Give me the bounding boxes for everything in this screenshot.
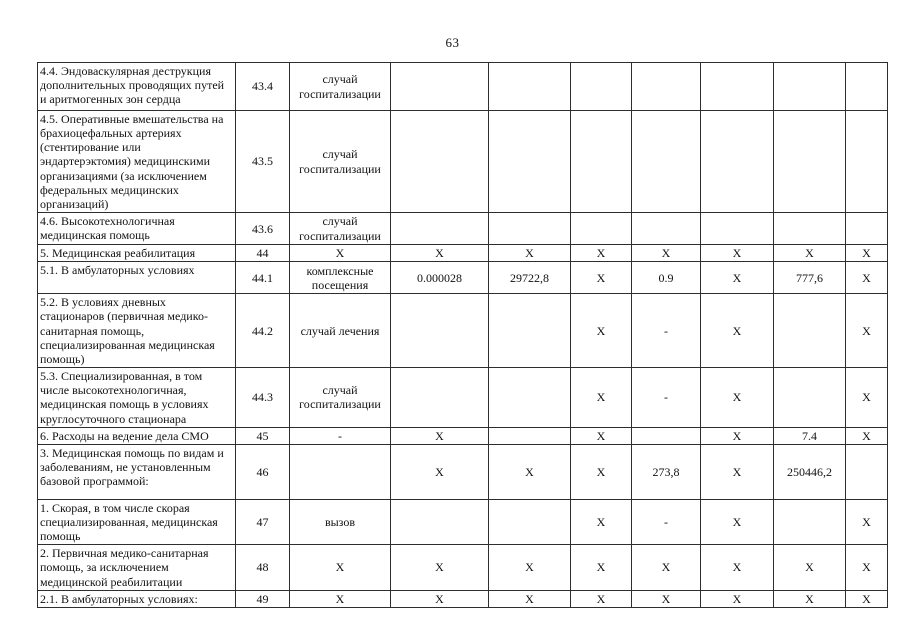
row-value-cell <box>489 499 571 544</box>
table-row <box>38 444 888 499</box>
row-value-cell: X <box>701 368 774 428</box>
row-unit-cell <box>290 444 391 499</box>
row-value-cell <box>489 294 571 368</box>
row-value-cell: X <box>846 590 888 607</box>
row-value-cell: - <box>632 368 701 428</box>
row-line-cell: 46 <box>236 444 290 499</box>
row-value-cell: X <box>701 245 774 262</box>
row-unit-cell: случай госпитализации <box>290 111 391 213</box>
table-row <box>38 294 888 368</box>
row-value-cell: X <box>846 499 888 544</box>
row-name-cell: 2. Первичная медико-санитарная помощь, за исключением медицинской реабилитации <box>38 545 236 590</box>
row-value-cell <box>701 111 774 213</box>
row-value-cell <box>489 368 571 428</box>
row-name-cell: 5.3. Специализированная, в том числе высокотехнологичная, медицинская помощь в условиях круглосуточного стационара <box>38 368 236 428</box>
table-row <box>38 63 888 111</box>
row-value-cell <box>774 294 846 368</box>
row-value-cell <box>571 111 632 213</box>
row-value-cell: X <box>391 590 489 607</box>
row-value-cell: X <box>632 545 701 590</box>
row-unit-cell: вызов <box>290 499 391 544</box>
row-name-cell: 2.1. В амбулаторных условиях: <box>38 590 236 607</box>
row-value-cell: X <box>701 444 774 499</box>
row-value-cell: X <box>571 294 632 368</box>
row-value-cell: 29722,8 <box>489 262 571 294</box>
row-unit-cell: - <box>290 427 391 444</box>
table-row <box>38 427 888 444</box>
row-unit-cell: X <box>290 545 391 590</box>
row-value-cell: X <box>571 368 632 428</box>
row-unit-cell: комплексные посещения <box>290 262 391 294</box>
row-value-cell: X <box>774 245 846 262</box>
row-value-cell: X <box>846 427 888 444</box>
row-name-cell: 5.2. В условиях дневных стационаров (первичная медико-санитарная помощь, специализированная медицинская помощь) <box>38 294 236 368</box>
row-value-cell <box>489 213 571 245</box>
row-value-cell: 7.4 <box>774 427 846 444</box>
program-table-body <box>38 63 888 608</box>
row-value-cell <box>489 111 571 213</box>
row-value-cell: X <box>571 245 632 262</box>
table-row <box>38 245 888 262</box>
row-value-cell: X <box>701 590 774 607</box>
row-value-cell: X <box>571 499 632 544</box>
row-name-cell: 1. Скорая, в том числе скорая специализированная, медицинская помощь <box>38 499 236 544</box>
page-number: 63 <box>445 35 460 50</box>
row-name-cell: 4.6. Высокотехнологичная медицинская помощь <box>38 213 236 245</box>
row-value-cell: X <box>846 245 888 262</box>
row-value-cell: 0.9 <box>632 262 701 294</box>
row-line-cell: 43.4 <box>236 63 290 111</box>
row-value-cell: X <box>391 444 489 499</box>
row-value-cell <box>846 63 888 111</box>
row-value-cell: X <box>489 444 571 499</box>
row-value-cell: X <box>701 294 774 368</box>
row-line-cell: 44 <box>236 245 290 262</box>
row-value-cell: X <box>701 545 774 590</box>
row-value-cell: 250446,2 <box>774 444 846 499</box>
row-value-cell <box>774 368 846 428</box>
row-value-cell: X <box>774 545 846 590</box>
row-value-cell <box>391 111 489 213</box>
row-unit-cell: случай лечения <box>290 294 391 368</box>
row-value-cell <box>774 111 846 213</box>
row-line-cell: 43.6 <box>236 213 290 245</box>
row-value-cell <box>391 63 489 111</box>
row-value-cell <box>632 427 701 444</box>
table-row <box>38 545 888 590</box>
row-value-cell <box>571 63 632 111</box>
row-value-cell: X <box>391 427 489 444</box>
row-name-cell: 6. Расходы на ведение дела СМО <box>38 427 236 444</box>
row-value-cell: 0.000028 <box>391 262 489 294</box>
table-row <box>38 368 888 428</box>
row-value-cell: X <box>391 545 489 590</box>
row-unit-cell: случай госпитализации <box>290 368 391 428</box>
row-value-cell: X <box>774 590 846 607</box>
row-line-cell: 45 <box>236 427 290 444</box>
row-value-cell <box>701 213 774 245</box>
row-name-cell: 3. Медицинская помощь по видам и заболеваниям, не установленным базовой программой: <box>38 444 236 499</box>
row-name-cell: 5. Медицинская реабилитация <box>38 245 236 262</box>
row-value-cell: X <box>571 262 632 294</box>
row-value-cell: X <box>846 262 888 294</box>
row-value-cell <box>391 213 489 245</box>
row-value-cell: X <box>571 444 632 499</box>
table-row <box>38 590 888 607</box>
table-row <box>38 262 888 294</box>
row-line-cell: 44.2 <box>236 294 290 368</box>
row-value-cell: X <box>701 427 774 444</box>
row-unit-cell: случай госпитализации <box>290 63 391 111</box>
row-value-cell <box>701 63 774 111</box>
row-value-cell <box>632 111 701 213</box>
row-unit-cell: случай госпитализации <box>290 213 391 245</box>
row-value-cell <box>846 111 888 213</box>
row-name-cell: 5.1. В амбулаторных условиях <box>38 262 236 294</box>
row-unit-cell: X <box>290 245 391 262</box>
row-value-cell: X <box>489 545 571 590</box>
row-value-cell: X <box>846 545 888 590</box>
row-value-cell: X <box>489 590 571 607</box>
row-value-cell <box>489 427 571 444</box>
row-value-cell <box>774 499 846 544</box>
row-value-cell: 273,8 <box>632 444 701 499</box>
row-line-cell: 47 <box>236 499 290 544</box>
row-value-cell: X <box>701 262 774 294</box>
row-value-cell <box>391 294 489 368</box>
row-line-cell: 44.3 <box>236 368 290 428</box>
row-value-cell <box>846 444 888 499</box>
row-value-cell: X <box>632 590 701 607</box>
table-row <box>38 213 888 245</box>
row-value-cell: X <box>846 294 888 368</box>
row-value-cell <box>632 63 701 111</box>
row-value-cell: X <box>571 427 632 444</box>
row-value-cell <box>489 63 571 111</box>
row-name-cell: 4.4. Эндоваскулярная деструкция дополнительных проводящих путей и аритмогенных зон сердца <box>38 63 236 111</box>
row-value-cell <box>774 213 846 245</box>
row-value-cell <box>571 213 632 245</box>
row-value-cell: 777,6 <box>774 262 846 294</box>
row-value-cell: X <box>391 245 489 262</box>
row-value-cell <box>391 499 489 544</box>
program-table <box>37 62 888 608</box>
row-value-cell: X <box>632 245 701 262</box>
row-value-cell: X <box>571 545 632 590</box>
row-line-cell: 49 <box>236 590 290 607</box>
row-line-cell: 44.1 <box>236 262 290 294</box>
row-value-cell: X <box>489 245 571 262</box>
row-value-cell <box>846 213 888 245</box>
row-unit-cell: X <box>290 590 391 607</box>
row-value-cell <box>774 63 846 111</box>
row-value-cell: - <box>632 499 701 544</box>
row-name-cell: 4.5. Оперативные вмешательства на брахиоцефальных артериях (стентирование или эндартерэктомия) медицинскими организациями (за исключением федеральных медицинских организаций) <box>38 111 236 213</box>
row-value-cell: X <box>701 499 774 544</box>
row-value-cell <box>391 368 489 428</box>
row-value-cell: X <box>846 368 888 428</box>
table-row <box>38 499 888 544</box>
row-value-cell: - <box>632 294 701 368</box>
table-row <box>38 111 888 213</box>
row-line-cell: 43.5 <box>236 111 290 213</box>
row-value-cell <box>632 213 701 245</box>
row-value-cell: X <box>571 590 632 607</box>
row-line-cell: 48 <box>236 545 290 590</box>
